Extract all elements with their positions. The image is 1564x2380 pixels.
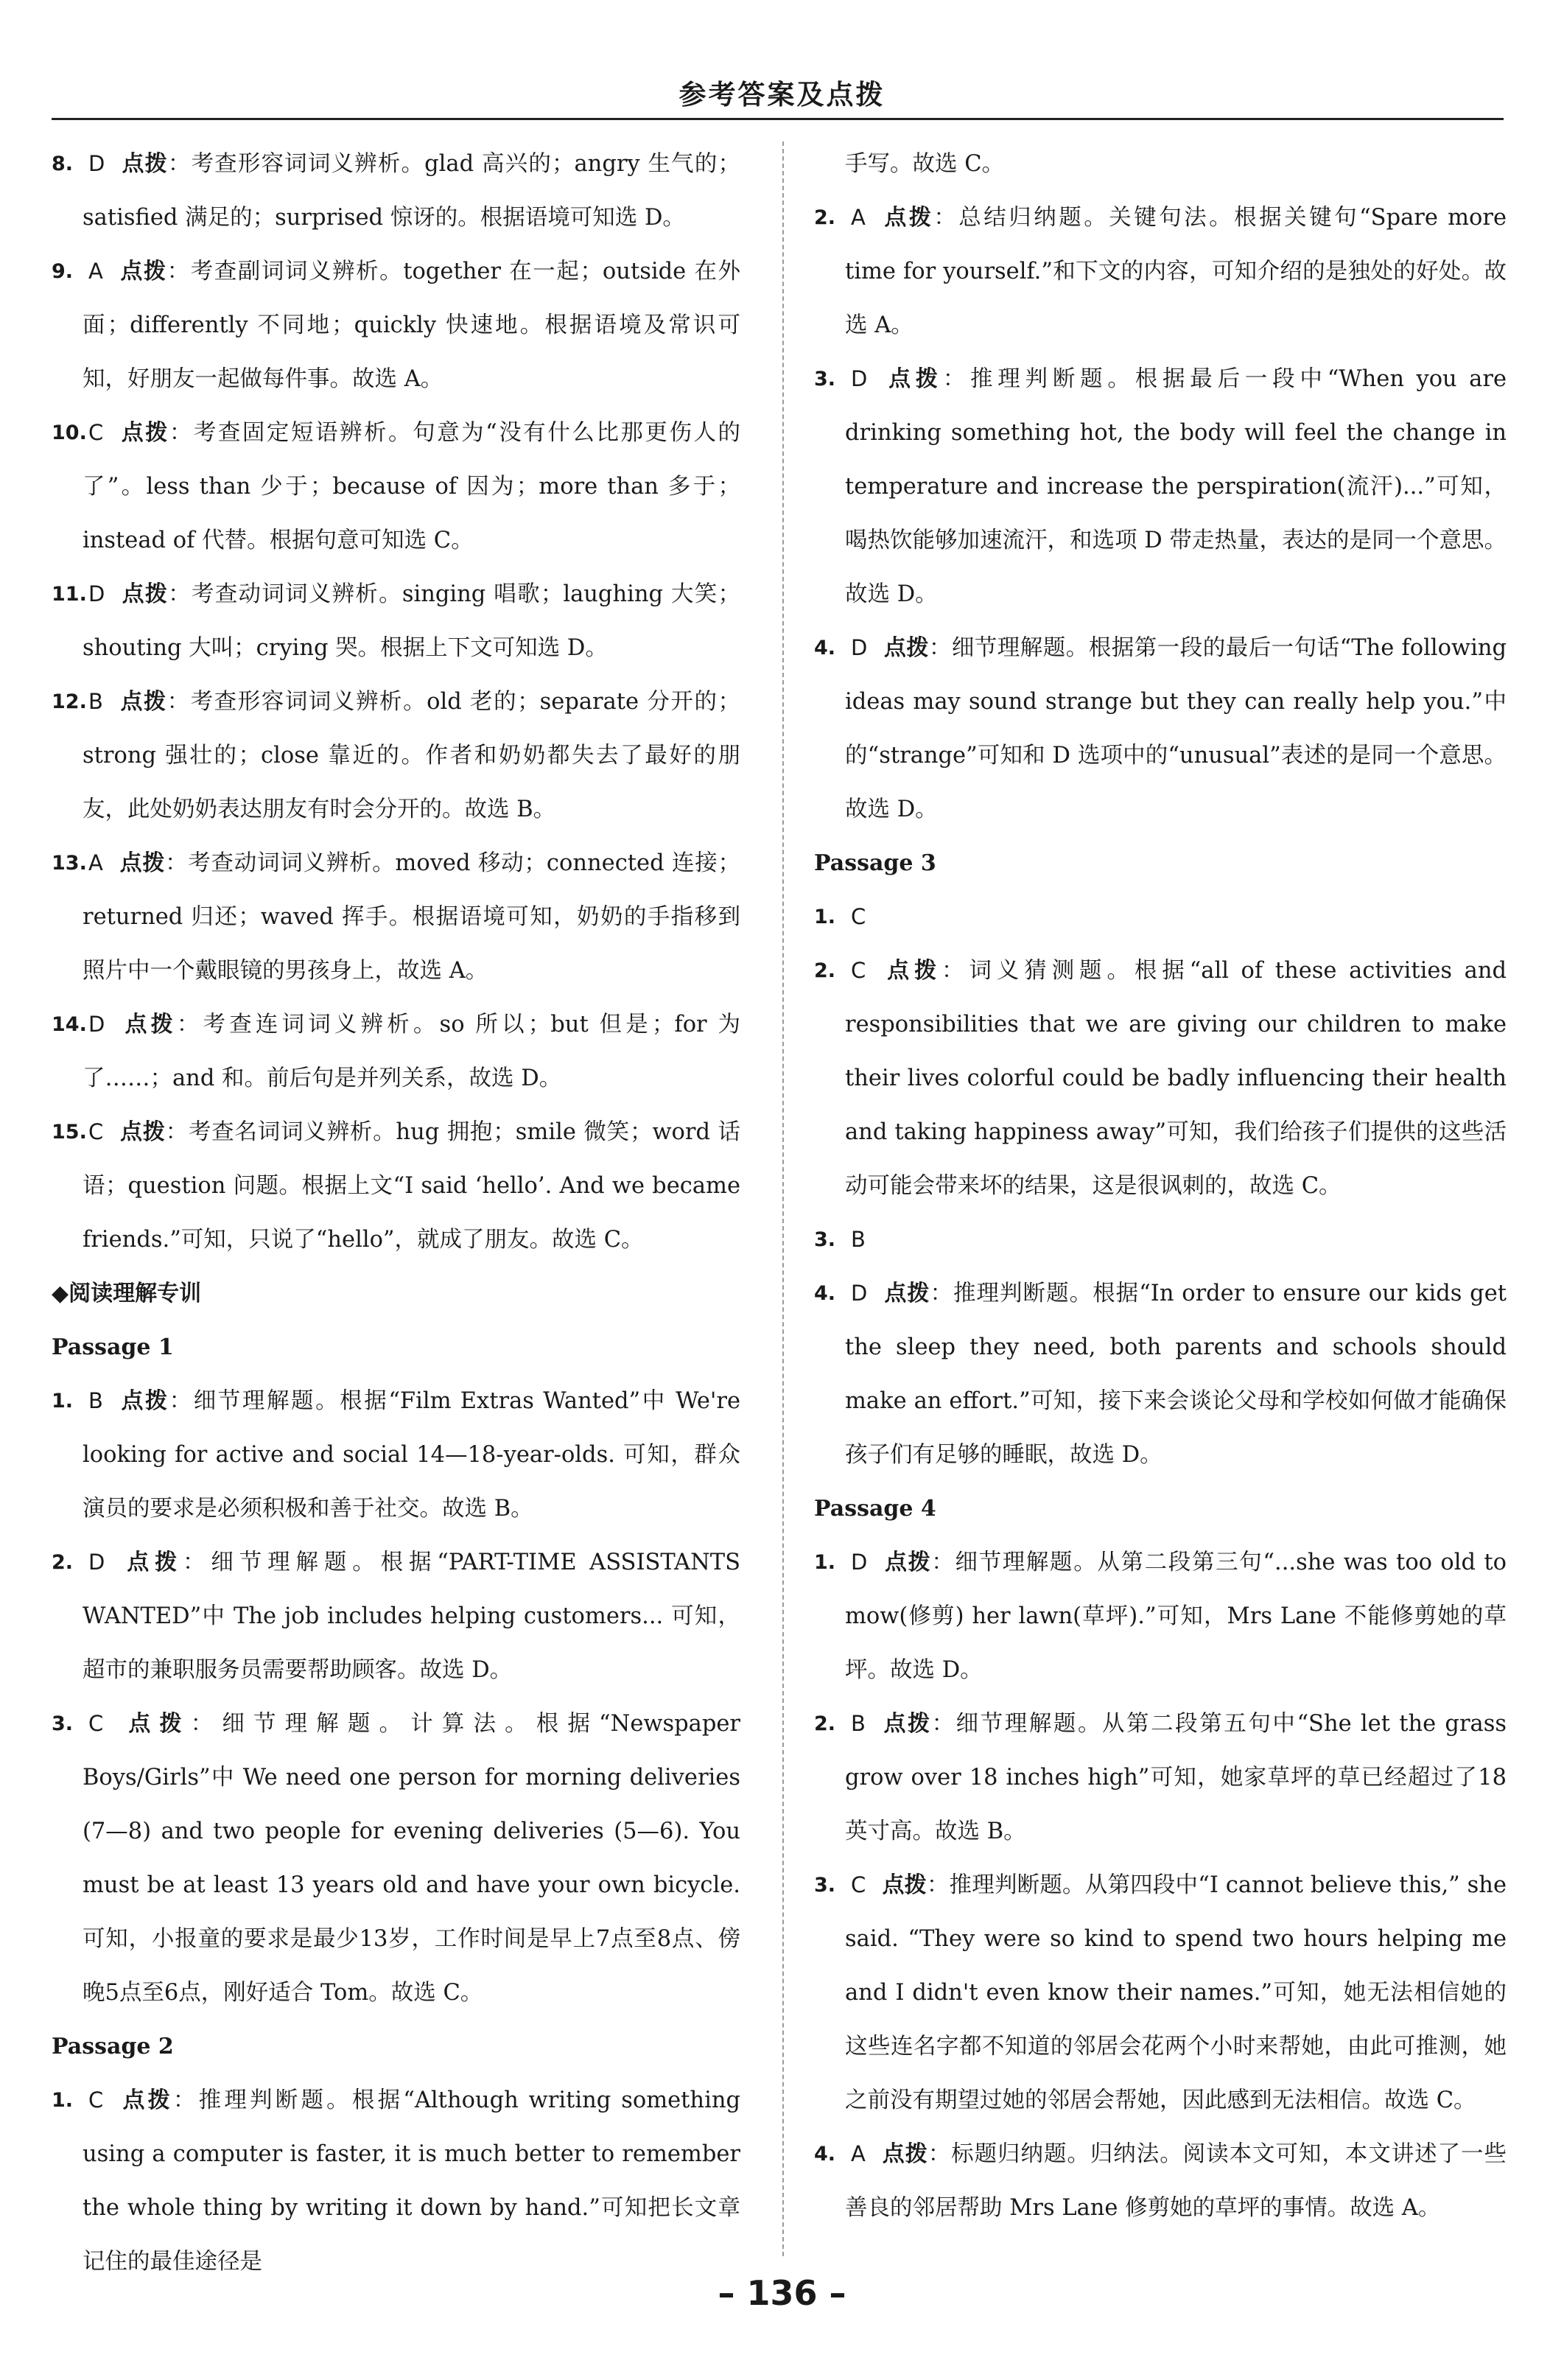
passage-2-item-2: 2. A 点拨：总结归纳题。关键句法。根据关键句“Spare more time for yourself.”和下文的内容，可知介绍的是独处的好处。故选 A。 <box>814 205 1507 338</box>
answer-item-11: 11. D 点拨：考查动词词义辨析。singing 唱歌；laughing 大笑；shouting 大叫；crying 哭。根据上下文可知选 D。 <box>52 581 741 661</box>
passage-3-item-3: 3. B <box>814 1227 866 1252</box>
passage-2-title: Passage 2 <box>52 2034 174 2059</box>
passage-1-item-1: 1. B 点拨：细节理解题。根据“Film Extras Wanted”中 We're looking for active and social 14—18-year-olds. 可知，群众演员的要求是必须积极和善于社交。故选 B。 <box>52 1388 740 1522</box>
passage-3-item-2: 2. C 点拨：词义猜测题。根据“all of these activities and responsibilities that we are giving our children to make their lives colorful could be badly influencing their health and taking happiness away”可知，我们给孩子们提供的这些活动可能会带来坏的结果，这是很讽刺的，故选 C。 <box>814 958 1507 1199</box>
passage-2-item-1-continued: 手写。故选 C。 <box>845 151 1005 177</box>
right-column <box>814 137 1507 2235</box>
passage-3-item-4: 4. D 点拨：推理判断题。根据“In order to ensure our kids get the sleep they need, both parents and schools should make an effort.”可知，接下来会谈论父母和学校如何做才能确保孩子们有足够的睡眠，故选 D。 <box>814 1281 1507 1468</box>
answer-item-9: 9. A 点拨：考查副词词义辨析。together 在一起；outside 在外面；differently 不同地；quickly 快速地。根据语境及常识可知，好朋友一起做每件事。故选 A。 <box>52 259 741 392</box>
answer-item-8: 8. D 点拨：考查形容词词义辨析。glad 高兴的；angry 生气的；satisfied 满足的；surprised 惊讶的。根据语境可知选 D。 <box>52 151 740 231</box>
passage-4-item-3: 3. C 点拨：推理判断题。从第四段中“I cannot believe this,” she said. “They were so kind to spend two hours helping me and I didn't even know their names.”可知，她无法相信她的这些连名字都不知道的邻居会花两个小时来帮她，由此可推测，她之前没有期望过她的邻居会帮她，因此感到无法相信。故选 C。 <box>814 1872 1507 2113</box>
reading-section-heading: ◆阅读理解专训 <box>52 1281 202 1306</box>
page-number: – 136 – <box>718 2273 846 2313</box>
passage-4-item-4: 4. A 点拨：标题归纳题。归纳法。阅读本文可知，本文讲述了一些善良的邻居帮助 Mrs Lane 修剪她的草坪的事情。故选 A。 <box>814 2141 1507 2221</box>
answer-item-13: 13. A 点拨：考查动词词义辨析。moved 移动；connected 连接；returned 归还；waved 挥手。根据语境可知，奶奶的手指移到照片中一个戴眼镜的男孩身上，故选 A。 <box>52 850 741 984</box>
answer-item-10: 10. C 点拨：考查固定短语辨析。句意为“没有什么比那更伤人的了”。less than 少于；because of 因为；more than 多于；instead of 代替。根据句意可知选 C。 <box>52 420 740 553</box>
answer-item-15: 15. C 点拨：考查名词词义辨析。hug 拥抱；smile 微笑；word 话语；question 问题。根据上文“I said ‘hello’. And we became friends.”可知，只说了“hello”，就成了朋友。故选 C。 <box>52 1119 741 1253</box>
passage-3-item-1: 1. C <box>814 904 866 929</box>
answer-item-14: 14. D 点拨：考查连词词义辨析。so 所以；but 但是；for 为了……；and 和。前后句是并列关系，故选 D。 <box>52 1012 740 1091</box>
vocab-answer-list <box>52 137 740 1267</box>
passage-4-item-1: 1. D 点拨：细节理解题。从第二段第三句“...she was too old to mow(修剪) her lawn(草坪).”可知，Mrs Lane 不能修剪她的草坪。故选 D。 <box>814 1550 1507 1683</box>
passage-1-item-3: 3. C 点拨：细节理解题。计算法。根据“Newspaper Boys/Girls”中 We need one person for morning deliveries (7—8) and two people for evening deliveries (5—6). You must be at least 13 years old and have your own bicycle. 可知，小报童的要求是最少13岁，工作时间是早上7点至8点、傍晚5点至6点，刚好适合 Tom。故选 C。 <box>52 1711 741 2006</box>
passage-1-item-2: 2. D 点拨：细节理解题。根据“PART-TIME ASSISTANTS WANTED”中 The job includes helping customers... 可知，超市的兼职服务员需要帮助顾客。故选 D。 <box>52 1550 741 1683</box>
column-divider <box>782 141 784 2256</box>
header-rule <box>52 118 1504 120</box>
passage-2-item-3: 3. D 点拨：推理判断题。根据最后一段中“When you are drinking something hot, the body will feel the change in temperature and increase the perspiration(流汗)...”可知，喝热饮能够加速流汗，和选项 D 带走热量，表达的是同一个意思。故选 D。 <box>814 366 1507 607</box>
passage-4-title: Passage 4 <box>814 1496 936 1522</box>
passage-2-item-1: 1. C 点拨：推理判断题。根据“Although writing something using a computer is faster, it is much better to remember the whole thing by writing it down by hand.”可知把长文章记住的最佳途径是 <box>52 2087 740 2275</box>
passage-4-item-2: 2. B 点拨：细节理解题。从第二段第五句中“She let the grass grow over 18 inches high”可知，她家草坪的草已经超过了18英寸高。故选 B。 <box>814 1711 1507 1844</box>
passage-2-item-4: 4. D 点拨：细节理解题。根据第一段的最后一句话“The following ideas may sound strange but they can really help you.”中的“strange”可知和 D 选项中的“unusual”表述的是同一个意思。故选 D。 <box>814 635 1507 822</box>
passage-3-title: Passage 3 <box>814 850 936 876</box>
passage-1-title: Passage 1 <box>52 1334 174 1360</box>
answer-item-12: 12. B 点拨：考查形容词词义辨析。old 老的；separate 分开的；strong 强壮的；close 靠近的。作者和奶奶都失去了最好的朋友，此处奶奶表达朋友有时会分开的。故选 B。 <box>52 689 740 822</box>
page-header-title: 参考答案及点拨 <box>678 79 886 111</box>
left-column <box>52 137 740 2289</box>
